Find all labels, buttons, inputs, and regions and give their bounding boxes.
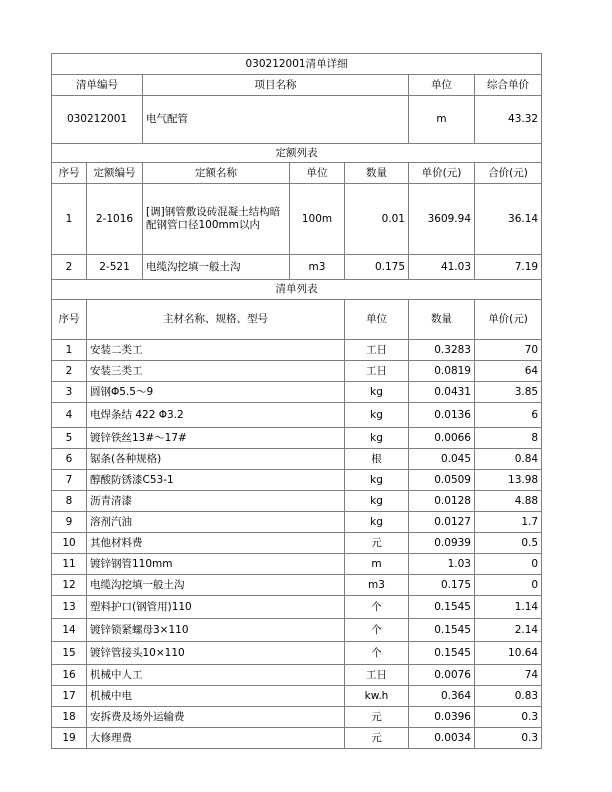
material-price: 3.85: [475, 382, 542, 403]
quota-unit: 100m: [290, 184, 345, 255]
material-price: 0: [475, 575, 542, 596]
material-unit: kg: [345, 428, 409, 449]
material-unit: kg: [345, 403, 409, 428]
material-price: 0.84: [475, 449, 542, 470]
material-name: 安装三类工: [87, 361, 345, 382]
material-unit: 工日: [345, 665, 409, 686]
material-price: 1.7: [475, 512, 542, 533]
quota-price: 41.03: [409, 255, 475, 280]
summary-name: 电气配管: [143, 96, 409, 144]
material-price: 0: [475, 554, 542, 575]
material-unit: m: [345, 554, 409, 575]
material-header-unit: 单位: [345, 300, 409, 340]
material-unit: kg: [345, 470, 409, 491]
material-unit: 工日: [345, 340, 409, 361]
summary-header-code: 清单编号: [52, 75, 143, 96]
material-price: 2.14: [475, 619, 542, 642]
material-name: 镀锌铁丝13#～17#: [87, 428, 345, 449]
material-qty: 0.0939: [409, 533, 475, 554]
material-section-title: 清单列表: [52, 280, 542, 300]
material-row: [52, 728, 542, 749]
material-row: [52, 449, 542, 470]
quota-unit: m3: [290, 255, 345, 280]
material-price: 10.64: [475, 642, 542, 665]
material-row: [52, 382, 542, 403]
quota-section-title: 定额列表: [52, 144, 542, 163]
material-row: [52, 619, 542, 642]
material-price: 6: [475, 403, 542, 428]
material-name: 机械中人工: [87, 665, 345, 686]
material-name: 醇酸防锈漆C53-1: [87, 470, 345, 491]
quota-code: 2-521: [87, 255, 143, 280]
material-row: [52, 403, 542, 428]
material-row: [52, 512, 542, 533]
material-row: [52, 707, 542, 728]
summary-code: 030212001: [52, 96, 143, 144]
quota-header-total: 合价(元): [475, 163, 542, 184]
material-row: [52, 491, 542, 512]
material-qty: 0.0509: [409, 470, 475, 491]
material-price: 0.5: [475, 533, 542, 554]
material-no: 17: [52, 686, 87, 707]
material-price: 4.88: [475, 491, 542, 512]
material-row: [52, 665, 542, 686]
material-unit: 个: [345, 596, 409, 619]
summary-price: 43.32: [475, 96, 542, 144]
material-row: [52, 575, 542, 596]
material-unit: kg: [345, 491, 409, 512]
material-unit: 元: [345, 707, 409, 728]
material-row: [52, 340, 542, 361]
material-name: 大修理费: [87, 728, 345, 749]
material-row: [52, 554, 542, 575]
material-qty: 0.364: [409, 686, 475, 707]
material-name: 电缆沟挖填一般土沟: [87, 575, 345, 596]
material-qty: 0.1545: [409, 619, 475, 642]
material-qty: 0.0076: [409, 665, 475, 686]
material-row: [52, 596, 542, 619]
material-qty: 0.045: [409, 449, 475, 470]
material-header-no: 序号: [52, 300, 87, 340]
material-unit: 个: [345, 619, 409, 642]
material-no: 11: [52, 554, 87, 575]
quota-qty: 0.01: [345, 184, 409, 255]
quota-total: 36.14: [475, 184, 542, 255]
material-qty: 0.0066: [409, 428, 475, 449]
quota-header-qty: 数量: [345, 163, 409, 184]
material-price: 8: [475, 428, 542, 449]
material-unit: 个: [345, 642, 409, 665]
material-no: 15: [52, 642, 87, 665]
material-name: 电焊条结 422 Φ3.2: [87, 403, 345, 428]
material-no: 4: [52, 403, 87, 428]
summary-unit: m: [409, 96, 475, 144]
material-no: 12: [52, 575, 87, 596]
material-qty: 0.0128: [409, 491, 475, 512]
material-price: 1.14: [475, 596, 542, 619]
material-name: 镀锌锁紧螺母3×110: [87, 619, 345, 642]
material-qty: 0.0396: [409, 707, 475, 728]
material-name: 沥青清漆: [87, 491, 345, 512]
material-qty: 0.3283: [409, 340, 475, 361]
quota-total: 7.19: [475, 255, 542, 280]
material-row: [52, 428, 542, 449]
quota-row: [52, 255, 542, 280]
material-header-name: 主材名称、规格、型号: [87, 300, 345, 340]
material-row: [52, 470, 542, 491]
material-no: 16: [52, 665, 87, 686]
material-name: 安装二类工: [87, 340, 345, 361]
material-no: 14: [52, 619, 87, 642]
material-no: 13: [52, 596, 87, 619]
material-unit: m3: [345, 575, 409, 596]
material-name: 锯条(各种规格): [87, 449, 345, 470]
table-title: 030212001清单详细: [52, 54, 542, 75]
material-price: 13.98: [475, 470, 542, 491]
material-qty: 0.0431: [409, 382, 475, 403]
material-price: 0.3: [475, 707, 542, 728]
quota-header-code: 定额编号: [87, 163, 143, 184]
material-name: 镀锌钢管110mm: [87, 554, 345, 575]
material-qty: 0.0034: [409, 728, 475, 749]
quota-header-no: 序号: [52, 163, 87, 184]
material-header-qty: 数量: [409, 300, 475, 340]
material-no: 6: [52, 449, 87, 470]
quota-name: [调]钢管敷设砖混凝土结构暗配钢管口径100mm以内: [143, 184, 290, 255]
material-header-price: 单价(元): [475, 300, 542, 340]
summary-header-unit: 单位: [409, 75, 475, 96]
material-qty: 0.0127: [409, 512, 475, 533]
material-name: 机械中电: [87, 686, 345, 707]
quota-price: 3609.94: [409, 184, 475, 255]
material-unit: 元: [345, 728, 409, 749]
material-no: 2: [52, 361, 87, 382]
material-unit: 元: [345, 533, 409, 554]
summary-header-name: 项目名称: [143, 75, 409, 96]
material-price: 70: [475, 340, 542, 361]
material-no: 5: [52, 428, 87, 449]
material-row: [52, 361, 542, 382]
material-no: 19: [52, 728, 87, 749]
material-qty: 0.0819: [409, 361, 475, 382]
material-row: [52, 686, 542, 707]
material-qty: 1.03: [409, 554, 475, 575]
material-no: 10: [52, 533, 87, 554]
material-name: 安拆费及场外运输费: [87, 707, 345, 728]
material-qty: 0.1545: [409, 642, 475, 665]
material-name: 其他材料费: [87, 533, 345, 554]
material-qty: 0.0136: [409, 403, 475, 428]
material-price: 64: [475, 361, 542, 382]
material-price: 74: [475, 665, 542, 686]
material-price: 0.83: [475, 686, 542, 707]
quota-header-price: 单价(元): [409, 163, 475, 184]
material-unit: kg: [345, 382, 409, 403]
material-name: 镀锌管接头10×110: [87, 642, 345, 665]
material-qty: 0.1545: [409, 596, 475, 619]
material-name: 塑料护口(钢管用)110: [87, 596, 345, 619]
material-no: 8: [52, 491, 87, 512]
material-row: [52, 642, 542, 665]
material-unit: 根: [345, 449, 409, 470]
material-row: [52, 533, 542, 554]
material-price: 0.3: [475, 728, 542, 749]
quota-code: 2-1016: [87, 184, 143, 255]
quota-name: 电缆沟挖填一般土沟: [143, 255, 290, 280]
material-no: 7: [52, 470, 87, 491]
material-no: 3: [52, 382, 87, 403]
material-qty: 0.175: [409, 575, 475, 596]
material-no: 18: [52, 707, 87, 728]
material-unit: kw.h: [345, 686, 409, 707]
material-no: 1: [52, 340, 87, 361]
material-unit: 工日: [345, 361, 409, 382]
material-name: 溶剂汽油: [87, 512, 345, 533]
quota-header-name: 定额名称: [143, 163, 290, 184]
material-no: 9: [52, 512, 87, 533]
summary-header-price: 综合单价: [475, 75, 542, 96]
material-unit: kg: [345, 512, 409, 533]
quota-no: 1: [52, 184, 87, 255]
material-name: 圆钢Φ5.5～9: [87, 382, 345, 403]
quota-row: [52, 184, 542, 255]
quota-header-unit: 单位: [290, 163, 345, 184]
quota-qty: 0.175: [345, 255, 409, 280]
quota-no: 2: [52, 255, 87, 280]
bill-detail-table: [51, 53, 542, 749]
